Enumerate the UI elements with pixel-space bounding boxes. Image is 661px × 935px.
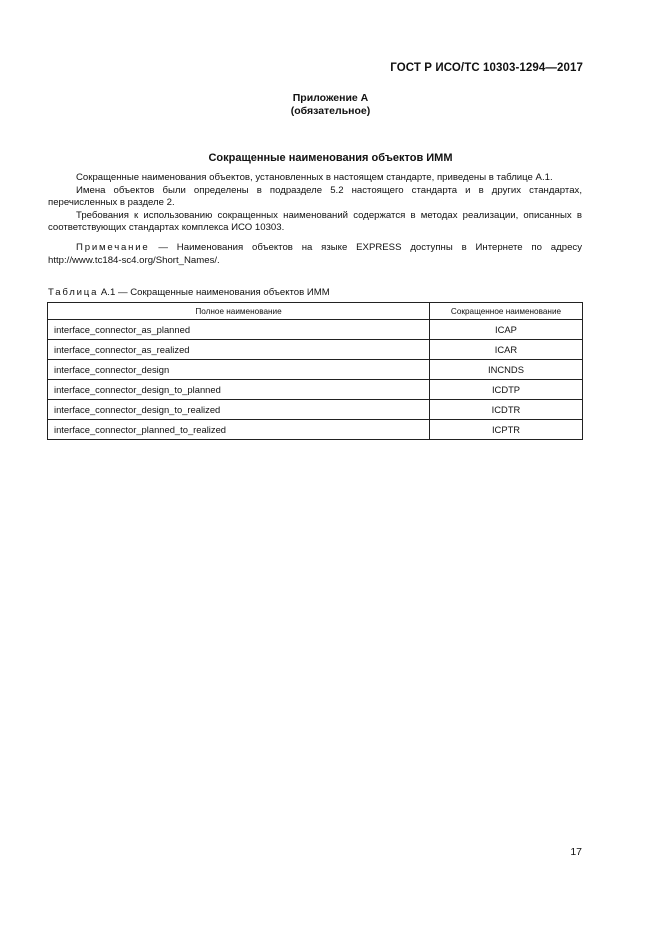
short-name-cell: ICDTR (430, 400, 583, 420)
table-caption-label: Таблица (48, 287, 99, 298)
paragraph: Имена объектов были определены в подразделе 5.2 настоящего стандарта и в других стандартах, перечисленных в разделе 2. (48, 184, 582, 209)
table-row (48, 320, 583, 340)
page-number: 17 (570, 846, 582, 858)
short-names-table (47, 302, 583, 440)
note-text: — Наименования объектов на языке EXPRESS доступны в Интернете по адресу http://www.tc184-sc4.org/Short_Names/. (48, 242, 582, 266)
note (48, 242, 582, 267)
table-row (48, 360, 583, 380)
short-name-cell: ICDTP (430, 380, 583, 400)
paragraph: Требования к использованию сокращенных наименований содержатся в методах реализации, описанных в соответствующих стандартах комплекса ИСО 10303. (48, 209, 582, 234)
full-name-cell: interface_connector_as_planned (48, 320, 430, 340)
table-row (48, 400, 583, 420)
column-header-full-name: Полное наименование (48, 303, 430, 320)
short-name-cell: ICAP (430, 320, 583, 340)
short-name-cell: INCNDS (430, 360, 583, 380)
full-name-cell: interface_connector_planned_to_realized (48, 420, 430, 440)
full-name-cell: interface_connector_design_to_realized (48, 400, 430, 420)
full-name-cell: interface_connector_as_realized (48, 340, 430, 360)
table-header-row (48, 303, 583, 320)
column-header-short-name: Сокращенное наименование (430, 303, 583, 320)
table-caption-text: А.1 — Сокращенные наименования объектов ИММ (98, 287, 330, 298)
short-name-cell: ICPTR (430, 420, 583, 440)
table-row (48, 340, 583, 360)
table-row (48, 380, 583, 400)
annex-title: Приложение А (292, 92, 369, 104)
table-row (48, 420, 583, 440)
full-name-cell: interface_connector_design_to_planned (48, 380, 430, 400)
short-name-cell: ICAR (430, 340, 583, 360)
document-code: ГОСТ Р ИСО/ТС 10303-1294—2017 (390, 62, 583, 74)
full-name-cell: interface_connector_design (48, 360, 430, 380)
note-label: Примечание (76, 242, 150, 253)
paragraph: Сокращенные наименования объектов, установленных в настоящем стандарте, приведены в таблице А.1. (76, 172, 553, 183)
body-text (48, 172, 582, 235)
table-caption (48, 287, 330, 298)
annex-status: (обязательное) (290, 105, 371, 117)
section-title: Сокращенные наименования объектов ИММ (208, 152, 453, 164)
